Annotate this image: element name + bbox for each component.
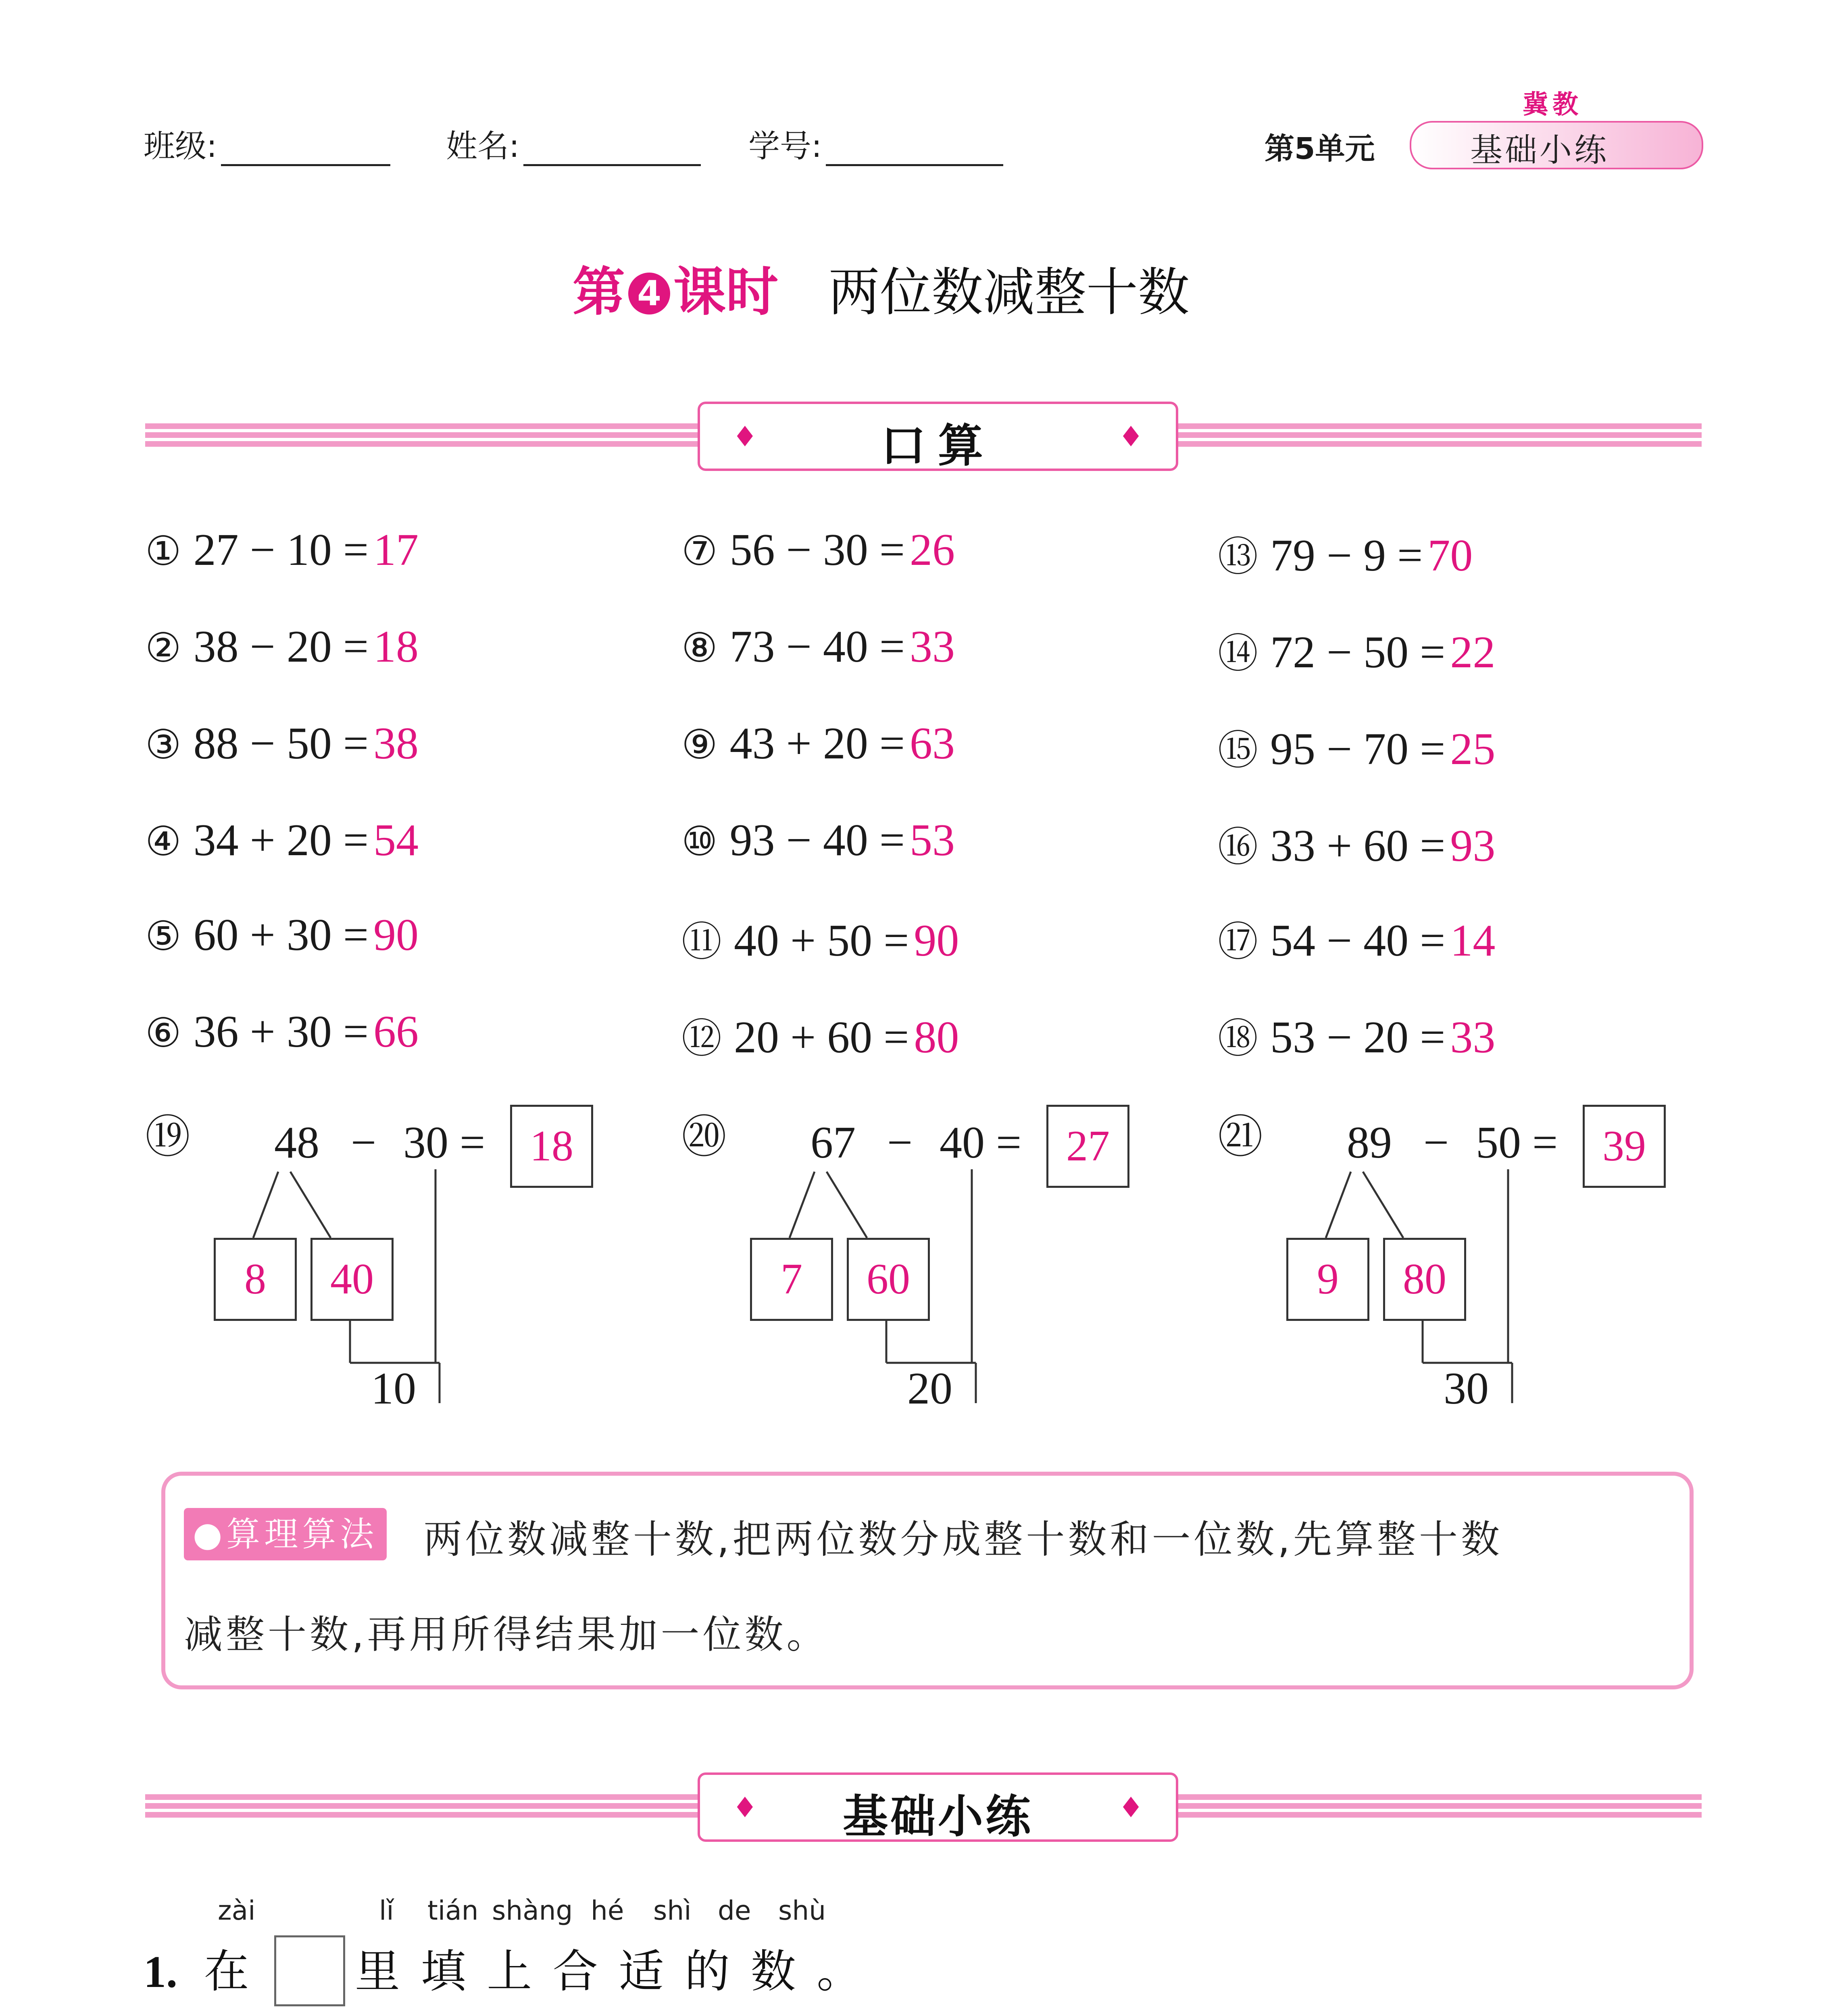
question-word-zai: 在	[204, 1945, 249, 1998]
split-tens-box[interactable]: 80	[1383, 1238, 1466, 1321]
problem-number: ⑱	[1218, 1015, 1258, 1062]
connector-line	[1363, 1172, 1403, 1238]
problem-expression: 43 + 20 =	[729, 719, 905, 768]
problem-expression: 20 + 60 =	[734, 1012, 909, 1062]
problem-expression: 38 − 20 =	[193, 622, 369, 672]
problem-answer[interactable]: 33	[909, 622, 955, 672]
split-subtrahend: 40	[940, 1118, 985, 1168]
split-subtrahend: 30	[403, 1118, 448, 1168]
problem-expression: 93 − 40 =	[729, 815, 905, 865]
oral-problem	[1218, 718, 1495, 776]
connector-line	[790, 1172, 815, 1238]
problem-answer[interactable]: 54	[373, 815, 419, 865]
split-ones-box[interactable]: 9	[1286, 1238, 1369, 1321]
oral-problem	[145, 814, 419, 866]
problem-expression: 40 + 50 =	[734, 916, 909, 966]
name-field	[446, 121, 701, 166]
problem-expression: 88 − 50 =	[193, 719, 369, 768]
class-label: 班级:	[144, 128, 217, 165]
problem-expression: 36 + 30 =	[193, 1007, 369, 1057]
oral-problem	[681, 814, 955, 866]
oral-problem	[1218, 814, 1495, 873]
problem-expression: 53 − 20 =	[1270, 1012, 1446, 1062]
problem-answer[interactable]: 63	[909, 719, 955, 768]
split-operator: −	[1423, 1118, 1449, 1168]
problem-answer[interactable]: 25	[1450, 724, 1496, 774]
id-label: 学号:	[748, 128, 822, 165]
diamond-right-icon: ♦	[1118, 420, 1144, 453]
problem-number: ②	[145, 624, 181, 671]
badge-text: 基础小练	[1470, 131, 1609, 169]
problem-answer[interactable]: 22	[1450, 627, 1496, 677]
id-field	[748, 121, 1003, 166]
problem-answer[interactable]: 14	[1450, 916, 1496, 966]
oral-problem	[145, 718, 419, 770]
pinyin-shi: shì	[653, 1895, 692, 1926]
split-diagram	[1218, 1105, 1742, 1435]
badge-top-text: 冀教	[1523, 90, 1582, 120]
diamond-left-icon: ♦	[732, 1791, 758, 1824]
split-ones-box[interactable]: 7	[750, 1238, 833, 1321]
problem-answer[interactable]: 70	[1427, 531, 1473, 581]
oral-problem	[1218, 1006, 1495, 1064]
oral-problem	[681, 621, 955, 673]
problem-number: ③	[145, 721, 181, 768]
problem-number: ⑰	[1218, 918, 1258, 965]
split-number: ⑳	[681, 1111, 727, 1163]
lesson-prefix: 第	[573, 261, 625, 323]
problem-answer[interactable]: 53	[909, 815, 955, 865]
split-tens-difference: 20	[907, 1364, 952, 1414]
lesson-title	[573, 250, 1190, 325]
split-subtrahend: 50	[1476, 1118, 1521, 1168]
problem-number: ①	[145, 527, 181, 575]
pinyin-zai: zài	[218, 1895, 256, 1926]
oral-problem	[681, 1006, 959, 1064]
connector-line	[290, 1172, 331, 1238]
pinyin-shang: shàng	[492, 1895, 573, 1926]
problem-number: ⑩	[681, 818, 718, 865]
problem-number: ⑭	[1218, 630, 1258, 677]
problem-expression: 72 − 50 =	[1270, 627, 1446, 677]
diamond-right-icon: ♦	[1118, 1791, 1144, 1824]
problem-answer[interactable]: 33	[1450, 1012, 1496, 1062]
problem-number: ⑬	[1218, 533, 1258, 580]
oral-problem	[145, 909, 419, 961]
class-blank[interactable]	[221, 136, 390, 166]
oral-problem	[681, 718, 955, 770]
oral-problem	[145, 524, 419, 576]
problem-number: ⑤	[145, 912, 181, 960]
problem-expression: 60 + 30 =	[193, 910, 369, 960]
problem-number: ⑥	[145, 1009, 181, 1056]
oral-problem	[681, 909, 959, 967]
connector-line	[1326, 1172, 1351, 1238]
problem-number: ⑮	[1218, 727, 1258, 774]
problem-answer[interactable]: 38	[373, 719, 419, 768]
split-diagram	[145, 1105, 669, 1435]
lesson-number: 4	[628, 273, 670, 314]
section-title-box-basic	[698, 1772, 1178, 1842]
split-equals: =	[996, 1118, 1022, 1168]
name-blank[interactable]	[523, 136, 701, 166]
tip-line-1: 两位数减整十数,把两位数分成整十数和一位数,先算整十数	[423, 1517, 1503, 1562]
split-tens-box[interactable]: 60	[847, 1238, 930, 1321]
pinyin-de: de	[718, 1895, 751, 1926]
section-title-box-oral	[698, 402, 1178, 471]
split-tens-difference: 30	[1444, 1364, 1489, 1414]
split-equals: =	[1532, 1118, 1558, 1168]
problem-number: ⑨	[681, 721, 718, 768]
problem-answer[interactable]: 90	[914, 916, 959, 966]
problem-expression: 27 − 10 =	[193, 525, 369, 575]
pinyin-tian: tián	[427, 1895, 479, 1926]
split-diagram	[681, 1105, 1206, 1435]
problem-answer[interactable]: 17	[373, 525, 419, 575]
example-empty-box	[274, 1935, 345, 2006]
split-ones-box[interactable]: 8	[214, 1238, 297, 1321]
lesson-suffix: 课时	[673, 261, 779, 323]
problem-expression: 79 − 9 =	[1270, 531, 1423, 581]
tip-badge: ●算理算法	[184, 1508, 387, 1560]
question-1-rest: 里 填 上 合 适 的 数 。	[355, 1945, 865, 1998]
method-tip-box	[161, 1472, 1694, 1689]
id-blank[interactable]	[826, 136, 1003, 166]
problem-answer[interactable]: 26	[909, 525, 955, 575]
connector-line	[253, 1172, 278, 1238]
split-operator: −	[887, 1118, 913, 1168]
oral-problem	[145, 1006, 419, 1058]
page-header	[144, 90, 1700, 173]
tip-line-2: 减整十数,再用所得结果加一位数。	[184, 1612, 829, 1657]
split-operator: −	[351, 1118, 377, 1168]
problem-answer[interactable]: 66	[373, 1007, 419, 1057]
split-tens-difference: 10	[371, 1364, 416, 1414]
oral-problem	[1218, 909, 1495, 967]
pinyin-he: hé	[591, 1895, 624, 1926]
problem-expression: 56 − 30 =	[729, 525, 905, 575]
problem-number: ⑪	[681, 918, 722, 965]
question-1-stem	[144, 1935, 249, 2000]
split-result-box[interactable]: 18	[510, 1105, 593, 1188]
oral-problem	[1218, 524, 1473, 582]
oral-problem	[145, 621, 419, 673]
problem-answer[interactable]: 18	[373, 622, 419, 672]
split-result-box[interactable]: 27	[1046, 1105, 1129, 1188]
problem-expression: 95 − 70 =	[1270, 724, 1446, 774]
section-title-oral: 口算	[881, 420, 995, 472]
problem-number: ⑫	[681, 1015, 722, 1062]
split-number: ⑲	[145, 1111, 190, 1163]
problem-answer[interactable]: 93	[1450, 821, 1496, 871]
split-result-box[interactable]: 39	[1583, 1105, 1666, 1188]
split-tens-box[interactable]: 40	[310, 1238, 394, 1321]
pinyin-shu: shù	[778, 1895, 826, 1926]
split-minuend: 67	[810, 1118, 856, 1168]
problem-expression: 34 + 20 =	[193, 815, 369, 865]
name-label: 姓名:	[446, 128, 520, 165]
lesson-name: 两位数减整十数	[828, 262, 1190, 323]
split-equals: =	[460, 1118, 485, 1168]
problem-number: ⑯	[1218, 823, 1258, 871]
oral-problem	[681, 524, 955, 576]
connector-line	[827, 1172, 867, 1238]
question-number: 1.	[144, 1947, 177, 1997]
class-field	[144, 121, 390, 166]
problem-answer[interactable]: 90	[373, 910, 419, 960]
section-title-basic: 基础小练	[843, 1791, 1033, 1843]
diamond-left-icon: ♦	[732, 420, 758, 453]
pinyin-li: lǐ	[379, 1895, 394, 1926]
unit-label: 第5单元	[1265, 131, 1375, 166]
problem-number: ④	[145, 818, 181, 865]
problem-answer[interactable]: 80	[914, 1012, 959, 1062]
problem-number: ⑦	[681, 527, 718, 575]
split-minuend: 89	[1347, 1118, 1392, 1168]
problem-expression: 73 − 40 =	[729, 622, 905, 672]
problem-number: ⑧	[681, 624, 718, 671]
problem-expression: 54 − 40 =	[1270, 916, 1446, 966]
oral-problem	[1218, 621, 1495, 679]
split-number: ㉑	[1218, 1111, 1263, 1163]
problem-expression: 33 + 60 =	[1270, 821, 1446, 871]
split-minuend: 48	[274, 1118, 319, 1168]
